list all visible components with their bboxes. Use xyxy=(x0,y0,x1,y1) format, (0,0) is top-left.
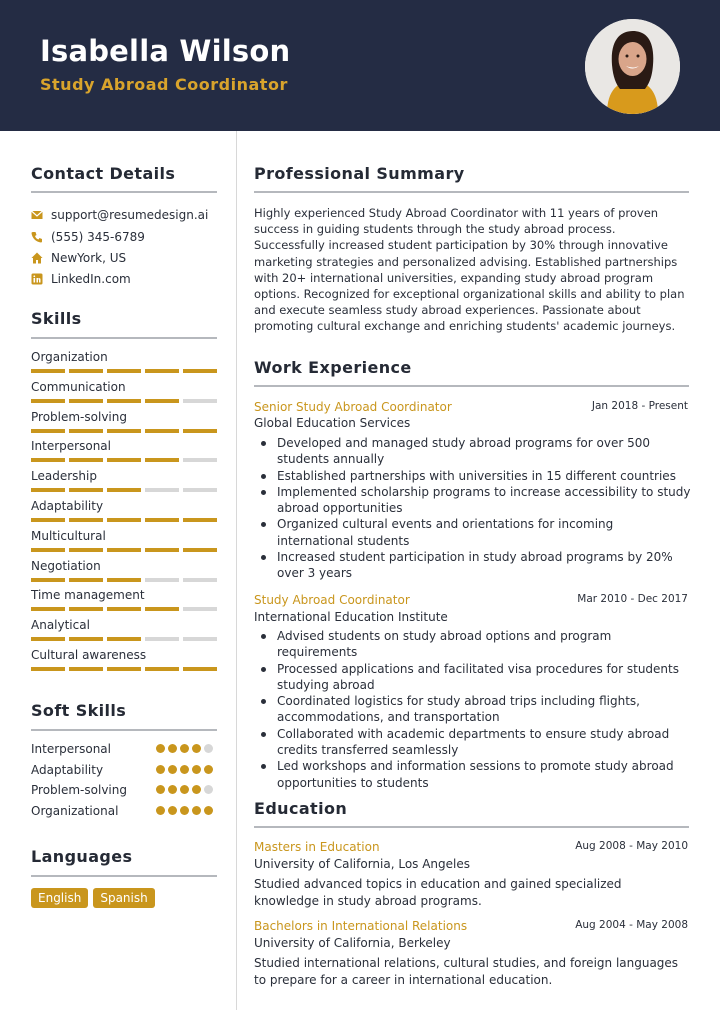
language-badge: Spanish xyxy=(93,888,154,908)
skill-name: Adaptability xyxy=(31,499,104,513)
skill-level-segment xyxy=(183,369,217,373)
rating-dot xyxy=(192,765,201,774)
skill-level-segment xyxy=(31,607,65,611)
skill-level-segment xyxy=(31,667,65,671)
skill-level-bar xyxy=(31,369,217,373)
soft-skill-rating xyxy=(156,744,213,753)
soft-skill-rating xyxy=(156,806,213,815)
edu-dates: Aug 2004 - May 2008 xyxy=(575,919,688,931)
contact-phone[interactable] xyxy=(31,230,145,244)
skill-level-segment xyxy=(183,578,217,582)
phone-icon xyxy=(31,231,43,243)
skill-row xyxy=(31,648,217,671)
skill-level-bar xyxy=(31,637,217,641)
skill-row xyxy=(31,410,217,433)
skill-level-segment xyxy=(31,637,65,641)
skill-level-segment xyxy=(183,548,217,552)
skill-level-segment xyxy=(183,607,217,611)
job-role: Senior Study Abroad Coordinator xyxy=(254,400,452,414)
soft-skill-name: Interpersonal xyxy=(31,742,111,756)
skill-level-segment xyxy=(69,667,103,671)
soft-skill-name: Organizational xyxy=(31,804,119,819)
skill-level-segment xyxy=(31,518,65,522)
soft-skill-row xyxy=(31,742,217,756)
skill-level-segment xyxy=(69,578,103,582)
skill-level-bar xyxy=(31,458,217,462)
rating-dot xyxy=(192,785,201,794)
envelope-icon xyxy=(31,209,43,221)
job-bullet: Led workshops and information sessions to promote study abroad opportunities to students xyxy=(259,758,691,791)
skill-level-segment xyxy=(183,518,217,522)
job-dates: Jan 2018 - Present xyxy=(591,400,688,412)
skill-name: Negotiation xyxy=(31,558,101,573)
skill-level-segment xyxy=(145,518,179,522)
skill-level-segment xyxy=(145,667,179,671)
edu-description: Studied advanced topics in education and gained specialized knowledge in study abroad programs. xyxy=(254,877,622,908)
skill-level-segment xyxy=(107,607,141,611)
soft-skill-name: Problem-solving xyxy=(31,783,127,798)
rating-dot xyxy=(192,806,201,815)
skill-level-segment xyxy=(69,399,103,403)
rating-dot xyxy=(180,785,189,794)
skill-name: Problem-solving xyxy=(31,409,127,424)
skill-level-bar xyxy=(31,488,217,492)
skill-name: Interpersonal xyxy=(31,439,111,454)
skill-level-segment xyxy=(107,458,141,462)
profile-photo xyxy=(585,19,680,114)
language-badge: English xyxy=(31,888,88,908)
skill-level-segment xyxy=(69,488,103,492)
home-icon xyxy=(31,252,43,264)
job-bullet: Established partnerships with universities in 15 different countries xyxy=(259,468,691,484)
skill-name: Analytical xyxy=(31,618,90,633)
contact-email[interactable] xyxy=(31,208,208,222)
section-rule xyxy=(254,191,689,193)
skill-level-segment xyxy=(31,458,65,462)
rating-dot xyxy=(204,765,213,774)
skill-level-bar xyxy=(31,399,217,403)
section-rule xyxy=(31,337,217,339)
soft-skill-rating xyxy=(156,765,213,774)
skill-name: Leadership xyxy=(31,469,97,484)
rating-dot xyxy=(204,806,213,815)
skill-level-segment xyxy=(31,488,65,492)
job-bullet: Implemented scholarship programs to increase accessibility to study abroad opportunities xyxy=(259,484,691,517)
skill-level-segment xyxy=(107,488,141,492)
edu-school: University of California, Los Angeles xyxy=(254,857,471,871)
skill-level-segment xyxy=(107,518,141,522)
rating-dot xyxy=(204,785,213,794)
contact-heading: Contact Details xyxy=(31,164,176,183)
skill-level-segment xyxy=(183,667,217,671)
skill-row xyxy=(31,350,217,373)
skill-level-segment xyxy=(69,548,103,552)
skill-level-segment xyxy=(145,369,179,373)
skill-level-segment xyxy=(31,548,65,552)
job-company: Global Education Services xyxy=(254,416,411,430)
skill-level-segment xyxy=(69,607,103,611)
rating-dot xyxy=(180,806,189,815)
skill-level-segment xyxy=(183,429,217,433)
edu-degree: Masters in Education xyxy=(254,840,380,854)
skill-level-segment xyxy=(107,548,141,552)
job-bullets xyxy=(259,435,691,582)
summary-heading: Professional Summary xyxy=(254,164,465,183)
skill-level-segment xyxy=(107,369,141,373)
rating-dot xyxy=(156,806,165,815)
rating-dot xyxy=(156,765,165,774)
column-divider xyxy=(236,131,237,1010)
skill-level-segment xyxy=(107,578,141,582)
soft-skills-heading: Soft Skills xyxy=(31,701,127,720)
skill-level-segment xyxy=(145,578,179,582)
skills-heading: Skills xyxy=(31,309,82,328)
skill-level-segment xyxy=(183,488,217,492)
skill-level-bar xyxy=(31,578,217,582)
rating-dot xyxy=(168,765,177,774)
soft-skill-name: Adaptability xyxy=(31,762,104,777)
skill-level-segment xyxy=(31,399,65,403)
edu-school: University of California, Berkeley xyxy=(254,936,451,950)
job-company: International Education Institute xyxy=(254,610,448,624)
soft-skill-rating xyxy=(156,785,213,794)
job-bullet: Advised students on study abroad options and program requirements xyxy=(259,628,691,661)
skill-row xyxy=(31,559,217,582)
skill-row xyxy=(31,499,217,522)
rating-dot xyxy=(156,785,165,794)
skill-level-segment xyxy=(31,429,65,433)
rating-dot xyxy=(168,744,177,753)
job-role: Study Abroad Coordinator xyxy=(254,593,410,607)
contact-location xyxy=(31,251,126,265)
skill-level-segment xyxy=(145,488,179,492)
section-rule xyxy=(31,191,217,193)
skill-row xyxy=(31,588,217,611)
summary-text: Highly experienced Study Abroad Coordinator with 11 years of proven success in guiding students through the study abroad process. Successfully increased student participation by 30% through innovative marketing strategies and personalized advising. Established partnerships with 20+ international universities, expanding study abroad program options. Recognized for exceptional organizational skills and ability to plan and execute seamless study abroad experiences. Passionate about promoting cultural exchange and enriching students' academic journeys. xyxy=(254,206,685,334)
soft-skill-row xyxy=(31,763,217,777)
contact-email-text: support@resumedesign.ai xyxy=(51,208,209,222)
skill-row xyxy=(31,529,217,552)
candidate-name: Isabella Wilson xyxy=(40,34,291,68)
candidate-title: Study Abroad Coordinator xyxy=(40,75,288,94)
rating-dot xyxy=(204,744,213,753)
skill-level-segment xyxy=(183,399,217,403)
skill-level-segment xyxy=(145,429,179,433)
rating-dot xyxy=(192,744,201,753)
linkedin-icon xyxy=(31,273,43,285)
skill-level-segment xyxy=(107,399,141,403)
contact-phone-text: (555) 345-6789 xyxy=(51,230,145,244)
job-bullet: Coordinated logistics for study abroad trips including flights, accommodations, and transportation xyxy=(259,693,691,726)
skill-level-segment xyxy=(145,399,179,403)
skill-name: Time management xyxy=(31,588,145,603)
section-rule xyxy=(254,826,689,828)
job-bullet: Collaborated with academic departments to ensure study abroad credits transferred seamlessly xyxy=(259,726,691,759)
skill-level-bar xyxy=(31,548,217,552)
job-bullet: Processed applications and facilitated visa procedures for students studying abroad xyxy=(259,661,691,694)
skill-name: Organization xyxy=(31,350,108,364)
job-dates: Mar 2010 - Dec 2017 xyxy=(577,593,688,605)
section-rule xyxy=(31,875,217,877)
skill-level-segment xyxy=(69,429,103,433)
skill-name: Multicultural xyxy=(31,528,106,543)
skill-level-bar xyxy=(31,518,217,522)
skill-level-bar xyxy=(31,607,217,611)
skill-level-segment xyxy=(31,369,65,373)
soft-skill-row xyxy=(31,804,217,818)
job-bullet: Organized cultural events and orientations for incoming international students xyxy=(259,516,691,549)
skill-row xyxy=(31,618,217,641)
skill-level-bar xyxy=(31,667,217,671)
header-banner xyxy=(0,0,720,131)
skill-name: Cultural awareness xyxy=(31,648,147,662)
skill-level-bar xyxy=(31,429,217,433)
rating-dot xyxy=(168,806,177,815)
skill-row xyxy=(31,380,217,403)
experience-heading: Work Experience xyxy=(254,358,412,377)
skill-name: Communication xyxy=(31,379,126,394)
skill-level-segment xyxy=(69,369,103,373)
job-bullet: Developed and managed study abroad programs for over 500 students annually xyxy=(259,435,691,468)
skill-level-segment xyxy=(69,518,103,522)
languages-list xyxy=(31,888,155,908)
contact-linkedin-text: LinkedIn.com xyxy=(51,272,131,286)
skill-level-segment xyxy=(183,637,217,641)
skill-level-segment xyxy=(69,637,103,641)
soft-skill-row xyxy=(31,783,217,797)
contact-linkedin[interactable] xyxy=(31,272,131,286)
job-bullets xyxy=(259,628,691,791)
rating-dot xyxy=(156,744,165,753)
skill-level-segment xyxy=(145,607,179,611)
edu-degree: Bachelors in International Relations xyxy=(254,919,468,933)
skill-level-segment xyxy=(69,458,103,462)
skill-level-segment xyxy=(145,637,179,641)
section-rule xyxy=(31,729,217,731)
section-rule xyxy=(254,385,689,387)
skill-level-segment xyxy=(107,667,141,671)
skill-level-segment xyxy=(145,548,179,552)
rating-dot xyxy=(168,785,177,794)
skill-level-segment xyxy=(107,637,141,641)
rating-dot xyxy=(180,744,189,753)
skill-level-segment xyxy=(31,578,65,582)
edu-dates: Aug 2008 - May 2010 xyxy=(575,840,688,852)
skill-level-segment xyxy=(183,458,217,462)
skill-row xyxy=(31,439,217,462)
skill-level-segment xyxy=(145,458,179,462)
contact-location-text: NewYork, US xyxy=(51,251,127,265)
languages-heading: Languages xyxy=(31,847,133,866)
rating-dot xyxy=(180,765,189,774)
job-bullet: Increased student participation in study abroad programs by 20% over 3 years xyxy=(259,549,691,582)
edu-description: Studied international relations, cultural studies, and foreign languages to prepare for a career in international education. xyxy=(254,956,679,987)
education-heading: Education xyxy=(254,799,348,818)
skill-level-segment xyxy=(107,429,141,433)
skill-row xyxy=(31,469,217,492)
